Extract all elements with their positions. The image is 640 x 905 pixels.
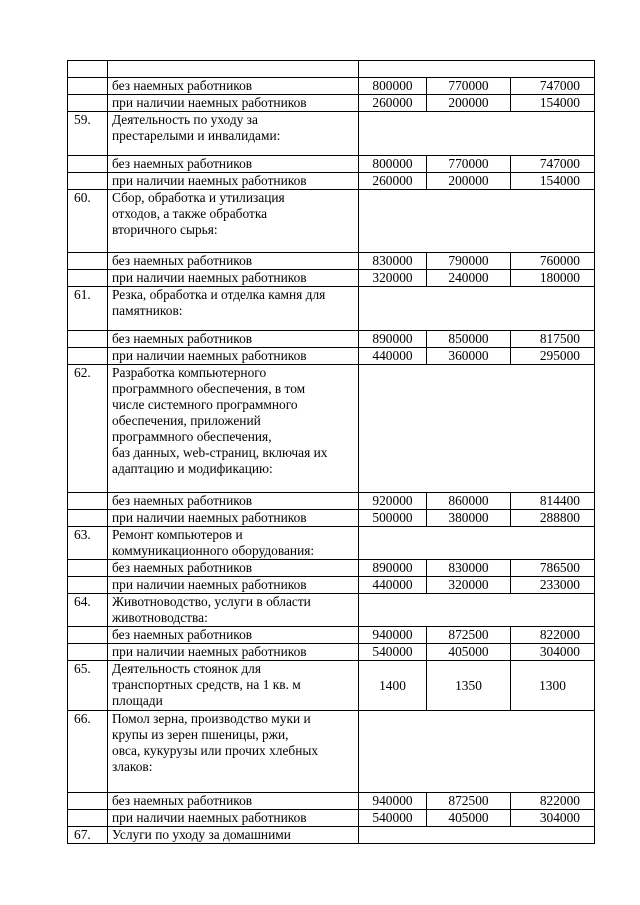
item-description [108,365,359,493]
item-number-cell [68,270,108,287]
item-number [68,61,108,78]
value-cell-2: 380000 [427,510,511,527]
value-cell-1: 540000 [359,644,427,661]
table-row [68,253,595,270]
item-number-cell [68,253,108,270]
table-row [68,810,595,827]
value-cell-1: 1400 [359,661,427,711]
description-line: Деятельность стоянок для [112,661,262,676]
value-cell-2: 320000 [427,577,511,594]
description-line: Сбор, обработка и утилизация [112,190,285,205]
table-row [68,190,595,253]
empty-values-cell [359,527,595,560]
description-line: площади [112,693,163,708]
description-line: Помол зерна, производство муки и [112,711,311,726]
value-cell-1: 890000 [359,331,427,348]
table-row [68,78,595,95]
description-line: животноводства: [112,610,208,625]
empty-values-cell [359,112,595,156]
item-description [108,594,359,627]
row-label: при наличии наемных работников [108,810,359,827]
value-cell-1: 260000 [359,173,427,190]
value-cell-2: 872500 [427,627,511,644]
value-cell-3: 295000 [511,348,595,365]
value-cell-3: 304000 [511,810,595,827]
table-row [68,493,595,510]
row-label: без наемных работников [108,793,359,810]
value-cell-2: 360000 [427,348,511,365]
value-cell-2: 405000 [427,810,511,827]
table-row [68,827,595,844]
description-line: транспортных средств, на 1 кв. м [112,677,301,692]
item-description [108,61,359,78]
value-cell-3: 1300 [511,661,595,711]
description-line: престарелыми и инвалидами: [112,128,281,143]
description-line: овса, кукурузы или прочих хлебных [112,743,319,758]
description-line: программного обеспечения, [112,429,272,444]
item-number-cell [68,493,108,510]
value-cell-2: 830000 [427,560,511,577]
description-line: крупы из зерен пшеницы, ржи, [112,727,289,742]
value-cell-2: 1350 [427,661,511,711]
item-description [108,112,359,156]
value-cell-3: 814400 [511,493,595,510]
value-cell-1: 320000 [359,270,427,287]
description-line: обеспечения, приложений [112,413,261,428]
value-cell-1: 940000 [359,793,427,810]
item-number: 63. [68,527,108,560]
item-number-cell [68,95,108,112]
description-line: Деятельность по уходу за [112,112,258,127]
description-line: Услуги по уходу за домашними [112,827,291,842]
value-cell-1: 800000 [359,78,427,95]
table-row [68,793,595,810]
row-label: без наемных работников [108,253,359,270]
description-line: числе системного программного [112,397,298,412]
item-number: 66. [68,711,108,793]
table-row [68,173,595,190]
item-number-cell [68,78,108,95]
item-number-cell [68,560,108,577]
row-label: без наемных работников [108,560,359,577]
item-number-cell [68,627,108,644]
description-line: коммуникационного оборудования: [112,543,315,558]
table-row [68,95,595,112]
item-number-cell [68,810,108,827]
table-row [68,510,595,527]
table-row [68,527,595,560]
item-number: 62. [68,365,108,493]
empty-values-cell [359,61,595,78]
description-line: Резка, обработка и отделка камня для [112,287,326,302]
item-description [108,190,359,253]
value-cell-2: 790000 [427,253,511,270]
value-cell-3: 180000 [511,270,595,287]
item-description [108,827,359,844]
value-cell-3: 288800 [511,510,595,527]
row-label: при наличии наемных работников [108,510,359,527]
value-cell-2: 872500 [427,793,511,810]
description-line: Ремонт компьютеров и [112,527,243,542]
value-cell-3: 822000 [511,627,595,644]
empty-values-cell [359,594,595,627]
item-number-cell [68,331,108,348]
value-cell-1: 830000 [359,253,427,270]
item-number: 65. [68,661,108,711]
description-line: Разработка компьютерного [112,365,267,380]
item-description [108,287,359,331]
value-cell-1: 440000 [359,577,427,594]
description-line: баз данных, web-страниц, включая их [112,445,328,460]
item-description [108,661,359,711]
value-cell-3: 760000 [511,253,595,270]
empty-values-cell [359,287,595,331]
description-line: отходов, а также обработка [112,206,268,221]
item-description [108,527,359,560]
value-cell-3: 747000 [511,78,595,95]
row-label: при наличии наемных работников [108,95,359,112]
value-cell-1: 940000 [359,627,427,644]
table-row [68,577,595,594]
value-cell-1: 540000 [359,810,427,827]
tax-rates-table [67,60,595,844]
item-number-cell [68,173,108,190]
row-label: при наличии наемных работников [108,577,359,594]
value-cell-3: 233000 [511,577,595,594]
table-row [68,156,595,173]
value-cell-1: 500000 [359,510,427,527]
item-number-cell [68,510,108,527]
item-number: 61. [68,287,108,331]
value-cell-3: 304000 [511,644,595,661]
table-row [68,560,595,577]
value-cell-2: 770000 [427,78,511,95]
empty-values-cell [359,190,595,253]
table-row [68,112,595,156]
item-number: 67. [68,827,108,844]
item-number: 64. [68,594,108,627]
value-cell-2: 850000 [427,331,511,348]
row-label: без наемных работников [108,331,359,348]
table-row [68,711,595,793]
value-cell-3: 786500 [511,560,595,577]
value-cell-3: 822000 [511,793,595,810]
value-cell-2: 860000 [427,493,511,510]
value-cell-2: 405000 [427,644,511,661]
description-line: программного обеспечения, в том [112,381,306,396]
value-cell-3: 747000 [511,156,595,173]
empty-values-cell [359,711,595,793]
row-label: при наличии наемных работников [108,173,359,190]
empty-values-cell [359,365,595,493]
document-page [67,60,595,844]
value-cell-1: 800000 [359,156,427,173]
row-label: без наемных работников [108,627,359,644]
table-row [68,331,595,348]
value-cell-1: 890000 [359,560,427,577]
table-row [68,61,595,78]
table-row [68,287,595,331]
table-row [68,365,595,493]
value-cell-2: 240000 [427,270,511,287]
description-line: злаков: [112,759,153,774]
item-number-cell [68,793,108,810]
description-line: Животноводство, услуги в области [112,594,311,609]
item-number: 59. [68,112,108,156]
item-number-cell [68,348,108,365]
value-cell-1: 260000 [359,95,427,112]
value-cell-3: 154000 [511,173,595,190]
row-label: без наемных работников [108,156,359,173]
table-body [68,61,595,844]
table-row [68,627,595,644]
empty-values-cell [359,827,595,844]
row-label: при наличии наемных работников [108,348,359,365]
table-row [68,270,595,287]
item-number-cell [68,644,108,661]
item-description [108,711,359,793]
table-row [68,594,595,627]
item-number-cell [68,577,108,594]
value-cell-2: 770000 [427,156,511,173]
row-label: при наличии наемных работников [108,270,359,287]
description-line: памятников: [112,303,183,318]
row-label: без наемных работников [108,493,359,510]
row-label: без наемных работников [108,78,359,95]
description-line: вторичного сырья: [112,222,218,237]
table-row [68,644,595,661]
table-row [68,661,595,711]
value-cell-1: 440000 [359,348,427,365]
item-number: 60. [68,190,108,253]
value-cell-2: 200000 [427,173,511,190]
value-cell-2: 200000 [427,95,511,112]
value-cell-1: 920000 [359,493,427,510]
value-cell-3: 817500 [511,331,595,348]
row-label: при наличии наемных работников [108,644,359,661]
value-cell-3: 154000 [511,95,595,112]
description-line: адаптацию и модификацию: [112,461,273,476]
table-row [68,348,595,365]
item-number-cell [68,156,108,173]
